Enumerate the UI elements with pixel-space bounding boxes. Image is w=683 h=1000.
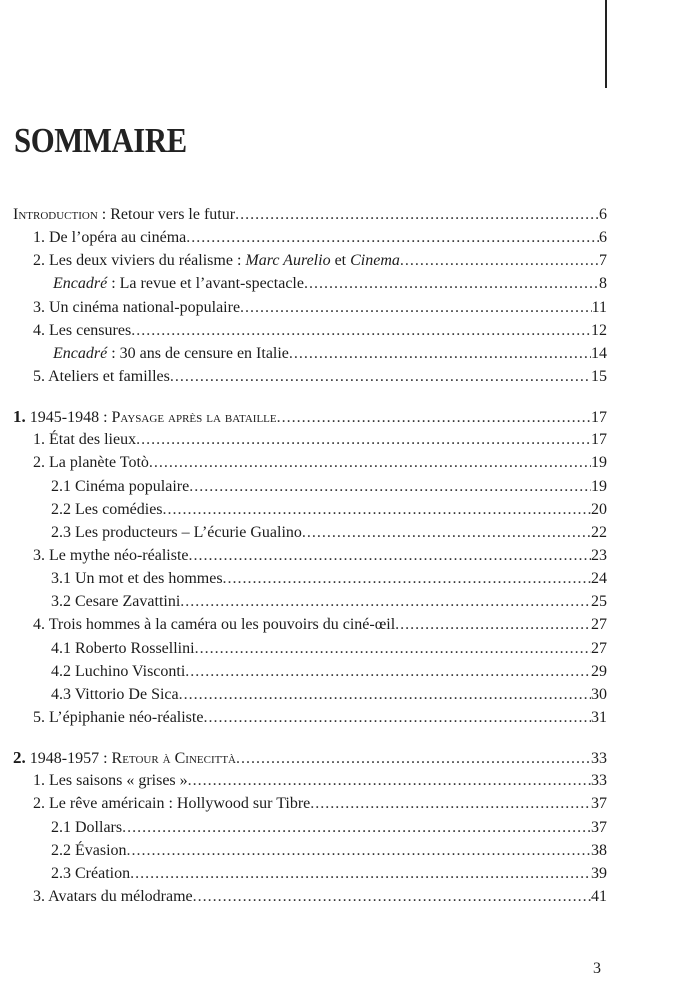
toc-entry-row[interactable] xyxy=(13,319,607,342)
dot-leader xyxy=(240,296,592,319)
toc-entry-label xyxy=(33,451,149,474)
dot-leader xyxy=(236,747,591,770)
toc-entry-row[interactable] xyxy=(13,428,607,451)
toc-entry-text: 2.3 Les producteurs – L’écurie Gualino xyxy=(51,523,302,541)
toc-entry-text: 2.2 Évasion xyxy=(51,841,127,859)
toc-entry-label xyxy=(33,365,170,388)
dot-leader xyxy=(223,567,591,590)
toc-entry-label xyxy=(33,792,310,815)
toc-page-number: 27 xyxy=(591,639,607,657)
dot-leader xyxy=(136,428,591,451)
dot-leader xyxy=(179,683,591,706)
chapter-number: 1. xyxy=(13,407,26,427)
toc-entry-text: 2.1 Cinéma populaire xyxy=(51,477,190,495)
dot-leader xyxy=(189,475,591,498)
toc-page-number: 20 xyxy=(591,500,607,518)
toc-entry-row[interactable] xyxy=(13,590,607,613)
toc-entry-row[interactable] xyxy=(13,816,607,839)
page-title: SOMMAIRE xyxy=(14,121,187,160)
page-edge-rule xyxy=(605,0,607,88)
toc-page-number: 30 xyxy=(591,685,607,703)
toc-entry-row[interactable] xyxy=(13,660,607,683)
dot-leader xyxy=(130,862,591,885)
toc-page-number: 17 xyxy=(591,431,607,449)
toc-page-number: 15 xyxy=(591,367,607,385)
dot-leader xyxy=(186,226,599,249)
toc-entry-label xyxy=(33,769,188,792)
toc-entry-label xyxy=(51,521,302,544)
toc-entry-label xyxy=(33,249,400,272)
toc-entry-label xyxy=(33,613,395,636)
toc-page-number: 8 xyxy=(599,275,607,293)
toc-entry-text: 2.1 Dollars xyxy=(51,818,123,836)
toc-entry-row[interactable] xyxy=(13,498,607,521)
dot-leader xyxy=(304,272,599,295)
page-number: 3 xyxy=(593,960,601,977)
dot-leader xyxy=(170,365,591,388)
toc-entry-text: 4.1 Roberto Rossellini xyxy=(51,639,195,657)
toc-entry-label xyxy=(51,660,185,683)
toc-page-number: 14 xyxy=(591,344,607,362)
toc-entry-row[interactable] xyxy=(13,342,607,365)
toc-entry-italic: Marc Aurelio xyxy=(245,252,331,270)
toc-entry-smallcaps: Retour à Cinecittà xyxy=(111,750,236,768)
toc-entry-italic: Encadré xyxy=(53,275,108,293)
toc-entry-row[interactable] xyxy=(13,683,607,706)
dot-leader xyxy=(400,249,599,272)
toc-entry-text: 2.2 Les comédies xyxy=(51,500,163,518)
toc-page-number: 7 xyxy=(599,252,607,270)
toc-entry-label xyxy=(33,706,203,729)
toc-entry-label xyxy=(51,816,122,839)
toc-entry-italic: Encadré xyxy=(53,344,108,362)
toc-page-number: 33 xyxy=(591,750,607,768)
toc-entry-text: 1. Les saisons « grises » xyxy=(33,772,188,790)
toc-entry-text: 3. Un cinéma national-populaire xyxy=(33,298,241,316)
toc-chapter-row[interactable] xyxy=(13,203,607,226)
toc-page-number: 19 xyxy=(591,454,607,472)
toc-entry-row[interactable] xyxy=(13,637,607,660)
toc-entry-row[interactable] xyxy=(13,521,607,544)
toc-entry-text: 3.2 Cesare Zavattini xyxy=(51,593,181,611)
dot-leader xyxy=(193,885,591,908)
toc-entry-label xyxy=(13,405,277,429)
dot-leader xyxy=(189,544,592,567)
toc-entry-row[interactable] xyxy=(13,226,607,249)
toc-entry-text: 5. L’épiphanie néo-réaliste xyxy=(33,708,204,726)
toc-entry-label xyxy=(51,498,163,521)
toc-page-number: 12 xyxy=(591,321,607,339)
dot-leader xyxy=(180,590,591,613)
toc-entry-text: 1. État des lieux xyxy=(33,431,137,449)
toc-entry-label xyxy=(33,885,193,908)
toc-page-number: 17 xyxy=(591,409,607,427)
toc-entry-label xyxy=(53,342,289,365)
dot-leader xyxy=(395,613,591,636)
toc-entry-label xyxy=(33,296,240,319)
toc-page-number: 37 xyxy=(591,795,607,813)
dot-leader xyxy=(235,203,599,226)
toc-entry-smallcaps: Introduction xyxy=(13,206,98,223)
toc-entry-label xyxy=(33,544,189,567)
toc-entry-row[interactable] xyxy=(13,272,607,295)
toc-entry-text: 5. Ateliers et familles xyxy=(33,367,170,385)
toc-page-number: 33 xyxy=(591,772,607,790)
toc-page-number: 6 xyxy=(599,206,607,223)
toc-page-number: 27 xyxy=(591,616,607,634)
toc-entry-italic: Cinema xyxy=(350,252,400,270)
toc-entry-text: : Retour vers le futur xyxy=(97,206,236,223)
toc-entry-text: 2.3 Création xyxy=(51,864,131,882)
toc-entry-text: 3. Le mythe néo-réaliste xyxy=(33,546,189,564)
toc-entry-text: 2. La planète Totò xyxy=(33,454,149,472)
toc-entry-row[interactable] xyxy=(13,296,607,319)
toc-entry-row[interactable] xyxy=(13,567,607,590)
toc-entry-text: 2. Les deux viviers du réalisme : xyxy=(33,252,246,270)
toc-entry-row[interactable] xyxy=(13,706,607,729)
chapter-number: 2. xyxy=(13,748,26,768)
toc-entry-row[interactable] xyxy=(13,885,607,908)
toc-page-number: 24 xyxy=(591,570,607,588)
dot-leader xyxy=(188,769,591,792)
dot-leader xyxy=(122,816,591,839)
toc-entry-text: 4.3 Vittorio De Sica xyxy=(51,685,179,703)
toc-entry-text: et xyxy=(330,252,351,270)
toc-entry-text: : La revue et l’avant-spectacle xyxy=(107,275,304,293)
dot-leader xyxy=(310,792,591,815)
toc-entry-row[interactable] xyxy=(13,451,607,474)
toc-entry-text: 4. Les censures xyxy=(33,321,132,339)
toc-entry-row[interactable] xyxy=(13,544,607,567)
toc-page-number: 25 xyxy=(591,593,607,611)
toc-entry-label xyxy=(51,567,223,590)
toc-entry-text: 3. Avatars du mélodrame xyxy=(33,887,193,905)
toc-chapter-row[interactable] xyxy=(13,746,607,769)
toc-page-number: 19 xyxy=(591,477,607,495)
toc-entry-label xyxy=(53,272,304,295)
dot-leader xyxy=(302,521,591,544)
dot-leader xyxy=(203,706,591,729)
toc-entry-row[interactable] xyxy=(13,792,607,815)
dot-leader xyxy=(131,319,591,342)
toc-entry-label xyxy=(51,683,179,706)
toc-page-number: 11 xyxy=(591,298,607,316)
toc-entry-smallcaps: Paysage après la bataille xyxy=(111,409,277,427)
toc-entry-row[interactable] xyxy=(13,613,607,636)
toc-entry-text: 1945-1948 : xyxy=(25,409,112,427)
toc-entry-row[interactable] xyxy=(13,769,607,792)
dot-leader xyxy=(149,451,591,474)
toc-page-number: 22 xyxy=(591,523,607,541)
toc-entry-text: 1948-1957 : xyxy=(25,750,112,768)
dot-leader xyxy=(163,498,591,521)
toc-entry-label xyxy=(33,226,186,249)
toc-entry-label xyxy=(33,428,136,451)
dot-leader xyxy=(127,839,591,862)
toc-entry-text: 4.2 Luchino Visconti xyxy=(51,662,186,680)
toc-page-number: 41 xyxy=(591,887,607,905)
toc-entry-label xyxy=(51,839,127,862)
toc-entry-text: : 30 ans de censure en Italie xyxy=(107,344,289,362)
toc-chapter-row[interactable] xyxy=(13,405,607,428)
dot-leader xyxy=(277,406,591,429)
toc-entry-text: 4. Trois hommes à la caméra ou les pouvoirs du ciné-œil xyxy=(33,616,396,634)
toc-entry-row[interactable] xyxy=(13,475,607,498)
toc-entry-label xyxy=(51,862,130,885)
toc-entry-row[interactable] xyxy=(13,249,607,272)
toc-entry-row[interactable] xyxy=(13,862,607,885)
dot-leader xyxy=(185,660,591,683)
toc-entry-label xyxy=(33,319,131,342)
toc-page-number: 6 xyxy=(599,229,607,247)
toc-entry-label xyxy=(51,637,195,660)
toc-page-number: 38 xyxy=(591,841,607,859)
toc-page-number: 31 xyxy=(591,708,607,726)
toc-entry-label xyxy=(51,590,180,613)
toc-entry-text: 2. Le rêve américain : Hollywood sur Tibre xyxy=(33,795,311,813)
toc-entry-label xyxy=(51,475,189,498)
toc-entry-row[interactable] xyxy=(13,839,607,862)
dot-leader xyxy=(289,342,591,365)
table-of-contents xyxy=(13,203,607,908)
dot-leader xyxy=(195,637,591,660)
toc-page-number: 37 xyxy=(591,818,607,836)
toc-entry-label xyxy=(13,203,235,226)
toc-page-number: 29 xyxy=(591,662,607,680)
toc-entry-row[interactable] xyxy=(13,365,607,388)
toc-entry-text: 3.1 Un mot et des hommes xyxy=(51,570,223,588)
toc-entry-label xyxy=(13,746,236,770)
toc-page-number: 23 xyxy=(591,546,607,564)
toc-page-number: 39 xyxy=(591,864,607,882)
toc-entry-text: 1. De l’opéra au cinéma xyxy=(33,229,187,247)
